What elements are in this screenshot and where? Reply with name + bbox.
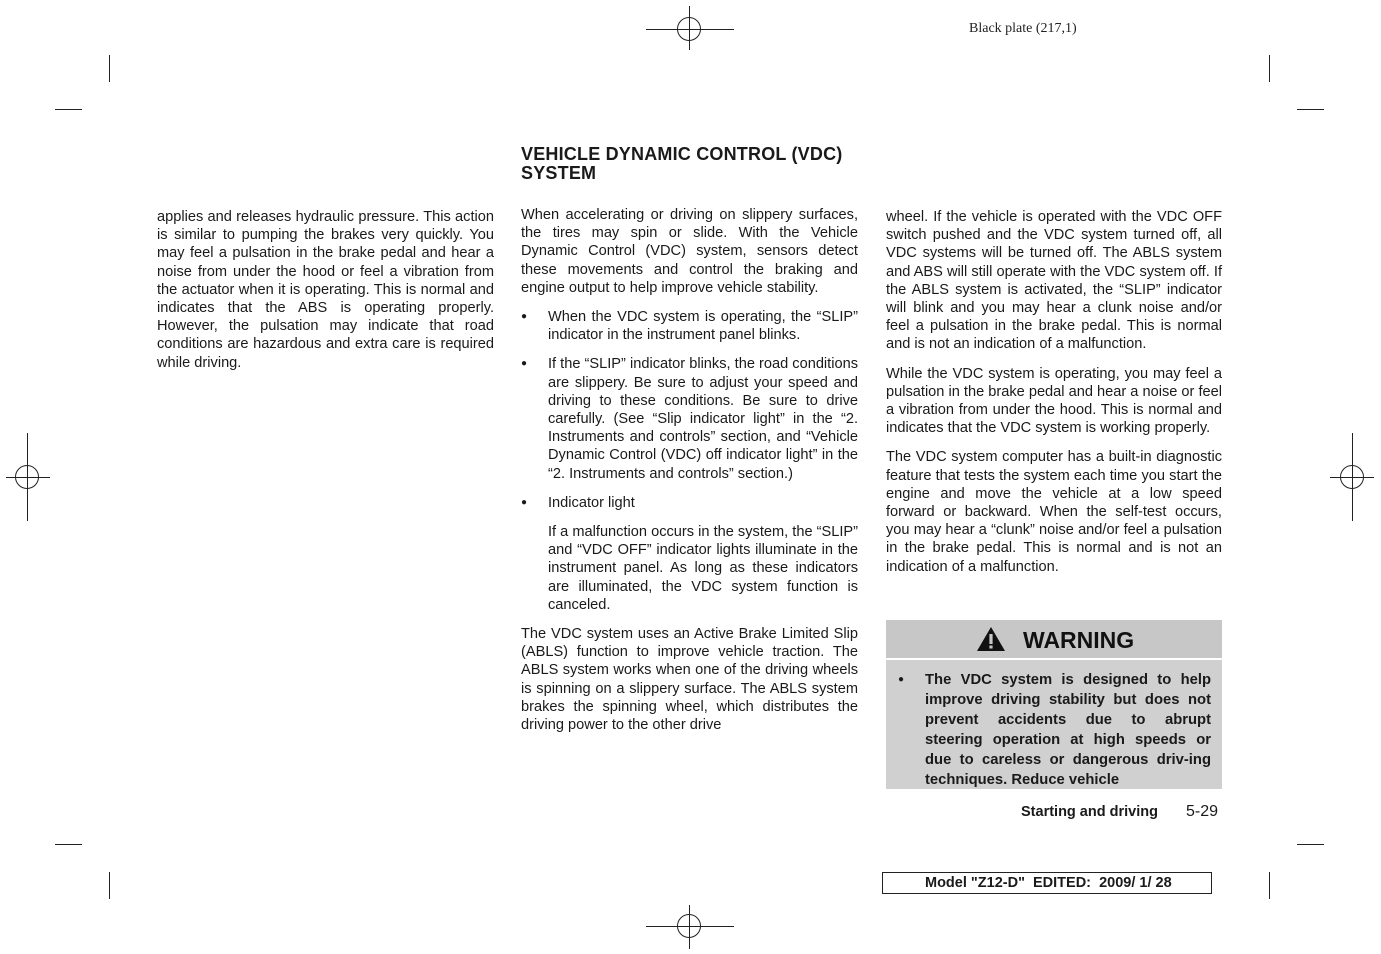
warning-triangle-icon <box>976 626 1006 652</box>
warning-body <box>886 660 1222 789</box>
intro-paragraph: When accelerating or driving on slippery surfaces, the tires may spin or slide. With the Vehicle Dynamic Control (VDC) system, sensors detect these movements and control the braking and engine output to help improve vehicle stability. <box>521 207 858 296</box>
warning-text: The VDC system is designed to help improve driving stability but does not prevent accidents due to abrupt steering operation at high speeds or due to careless or dangerous driv-ing techniques. Reduce vehicle <box>925 672 1211 788</box>
indicator-note: If a malfunction occurs in the system, the “SLIP” and “VDC OFF” indicator lights illuminate in the instrument panel. As long as these indicators are illuminated, the VDC system function is canceled. <box>548 524 858 613</box>
list-item: ● Indicator light <box>521 494 858 512</box>
warning-title: WARNING <box>1023 627 1135 653</box>
right-column <box>886 208 1222 587</box>
bullet-icon: ● <box>898 674 905 685</box>
page-number: 5-29 <box>1186 803 1219 820</box>
list-item: ● When the VDC system is operating, the “SLIP” indicator in the instrument panel blinks. <box>521 308 858 344</box>
section-title-line-1: VEHICLE DYNAMIC CONTROL (VDC) <box>521 144 843 164</box>
paragraph-operating: While the VDC system is operating, you may feel a pulsation in the brake pedal and hear a noise or feel a vibration from under the hood. This is normal and indicates that the VDC system is working properly. <box>886 365 1222 437</box>
left-column <box>157 208 494 383</box>
footer-section-label: Starting and driving <box>1021 804 1158 820</box>
warning-header <box>886 620 1222 658</box>
section-title <box>521 145 866 182</box>
list-item: ● If the “SLIP” indicator blinks, the road conditions are slippery. Be sure to adjust your speed and driving to these conditions. Be sure to drive carefully. (See “Slip indicator light” in the “2. Instruments and controls” section, and “Vehicle Dynamic Control (VDC) off indicator light” in the “2. Instruments and controls” section.) <box>521 355 858 482</box>
model-edit-box <box>882 872 1212 894</box>
abls-paragraph: The VDC system uses an Active Brake Limited Slip (ABLS) function to improve vehicle traction. The ABLS system works when one of the driving wheels is spinning on a slippery surface. The ABLS system brakes the spinning wheel, which distributes the driving power to the other drive <box>521 626 858 734</box>
bullet-list <box>521 308 858 512</box>
plate-label: Black plate (217,1) <box>969 21 1077 36</box>
section-title-line-2: SYSTEM <box>521 162 597 183</box>
left-column-paragraph: applies and releases hydraulic pressure. This action is similar to pumping the brakes very quickly. You may feel a pulsation in the brake pedal and hear a noise from under the hood or feel a vibration from the actuator when it is operating. This is normal and indicates that the ABS is operating properly. However, the pulsation may indicate that road conditions are hazardous and extra care is required while driving. <box>157 209 494 371</box>
model-edit-label: Model "Z12-D" EDITED: 2009/ 1/ 28 <box>925 875 1172 891</box>
middle-column <box>521 206 858 745</box>
paragraph-abls-off: wheel. If the vehicle is operated with the VDC OFF switch pushed and the VDC system turned off, all VDC systems will be turned off. The ABLS system and ABS will still operate with the VDC system off. If the ABLS system is activated, the “SLIP” indicator will blink and you may hear a clunk noise and/or feel a pulsation in the brake pedal. This is normal and is not an indication of a malfunction. <box>886 209 1222 353</box>
paragraph-self-test: The VDC system computer has a built-in diagnostic feature that tests the system each time you start the engine and move the vehicle at a low speed forward or backward. When the self-test occurs, you may hear a “clunk” noise and/or feel a pulsation in the brake pedal. This is normal and is not an indication of a malfunction. <box>886 449 1222 575</box>
